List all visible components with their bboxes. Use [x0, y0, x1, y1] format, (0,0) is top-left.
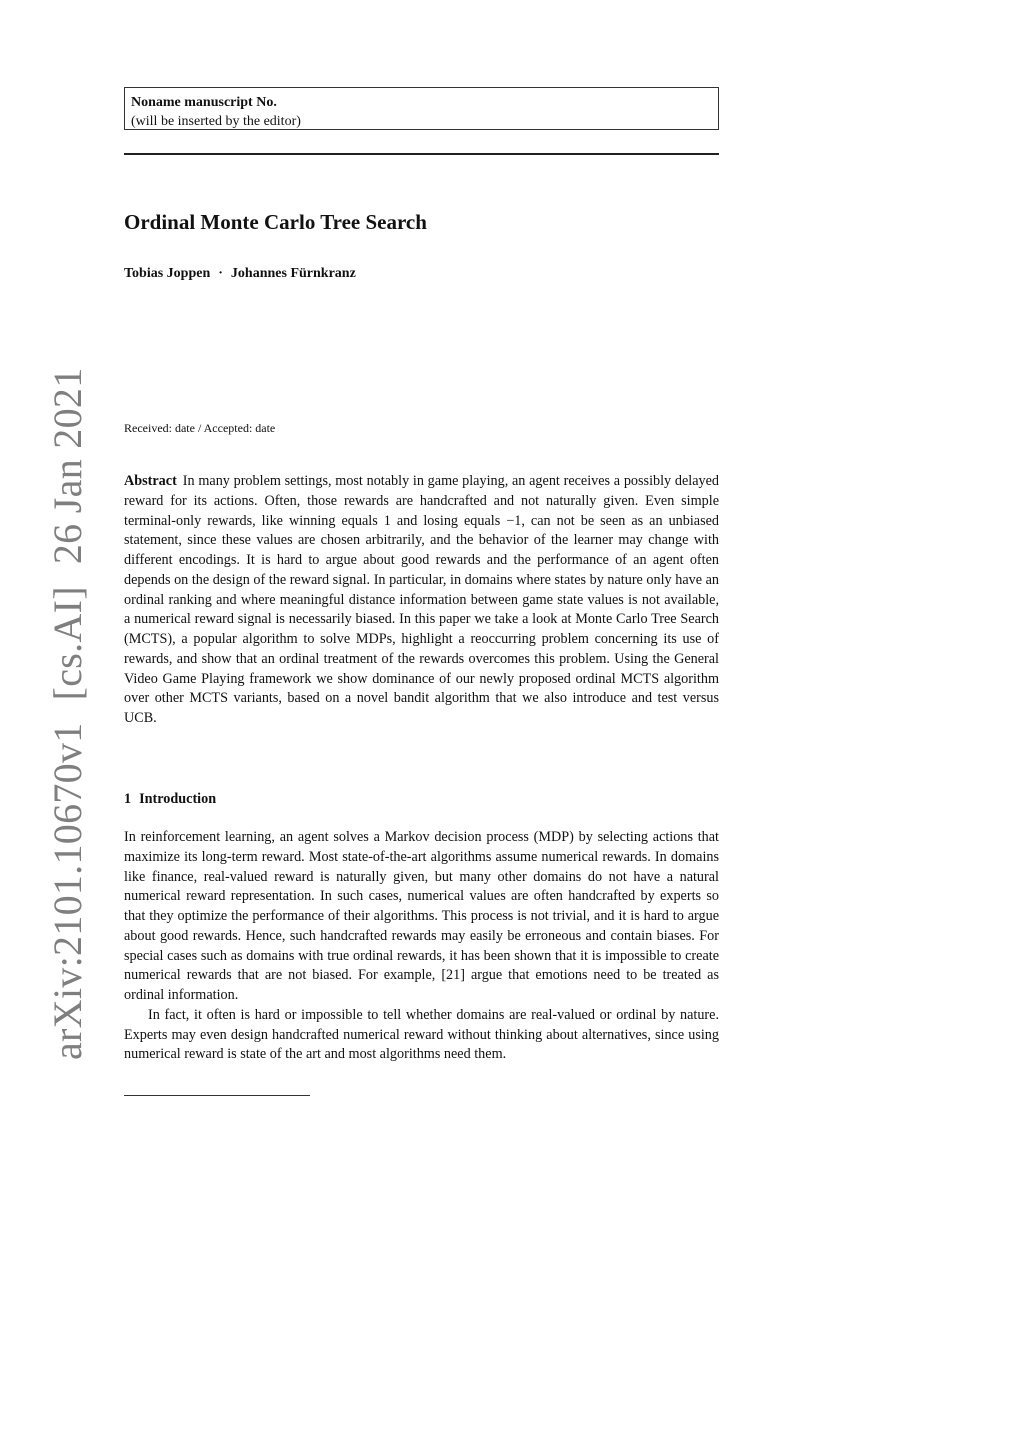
abstract-label: Abstract — [124, 473, 177, 489]
arxiv-stamp — [45, 346, 90, 1061]
author-separator: · — [218, 266, 223, 281]
abstract-text: In many problem settings, most notably in game playing, an agent receives a possibly delayed reward for its actions. Often, those rewards are handcrafted and not naturally given. Even simple terminal-only rewards, like winning equals 1 and losing equals −1, can not be seen as an unbiased statement, since these values are chosen arbitrarily, and the behavior of the learner may change with different encodings. It is hard to argue about good rewards and the performance of an agent often depends on the design of the reward signal. In particular, in domains where states by nature only have an ordinal ranking and where meaningful distance information between game state values is not available, a numerical reward signal is necessarily biased. In this paper we take a look at Monte Carlo Tree Search (MCTS), a popular algorithm to solve MDPs, highlight a reoccurring problem concerning its use of rewards, and show that an ordinal treatment of the rewards overcomes this problem. Using the General Video Game Playing framework we show dominance of our newly proposed ordinal MCTS algorithm over other MCTS variants, based on a novel bandit algorithm that we also introduce and test versus UCB. — [124, 473, 719, 726]
arxiv-date: 26 Jan 2021 — [45, 367, 90, 565]
header-rule — [124, 153, 719, 155]
section-title: Introduction — [139, 791, 217, 807]
received-accepted-dates: Received: date / Accepted: date — [124, 421, 276, 435]
arxiv-id: arXiv:2101.10670v1 — [45, 722, 90, 1060]
introduction-body — [124, 828, 719, 1065]
author-name: Johannes Fürnkranz — [230, 266, 356, 281]
manuscript-number-box — [124, 87, 719, 130]
author-name: Tobias Joppen — [124, 266, 211, 281]
section-number: 1 — [124, 791, 132, 807]
arxiv-category: [cs.AI] — [45, 586, 90, 701]
abstract — [124, 472, 719, 729]
paragraph: In fact, it often is hard or impossible to tell whether domains are real-valued or ordinal by nature. Experts may even design handcrafted numerical reward without thinking about alternatives, since using numerical reward is state of the art and most algorithms need them. — [124, 1006, 719, 1063]
footnote-rule — [124, 1095, 310, 1096]
manuscript-editor-note: (will be inserted by the editor) — [131, 114, 301, 129]
paper-title: Ordinal Monte Carlo Tree Search — [124, 210, 427, 234]
paragraph: In reinforcement learning, an agent solves a Markov decision process (MDP) by selecting actions that maximize its long-term reward. Most state-of-the-art algorithms assume numerical rewards. In domains like finance, real-valued reward is naturally given, but many other domains do not have a natural numerical reward representation. In such cases, numerical values are often handcrafted by experts so that they optimize the performance of their algorithms. This process is not trivial, and it is hard to argue about good rewards. Hence, such handcrafted rewards may easily be erroneous and contain biases. For special cases such as domains with true ordinal rewards, it has been shown that it is impossible to create numerical rewards that are not biased. For example, [21] argue that emotions need to be treated as ordinal information. — [124, 829, 719, 1003]
section-heading — [124, 789, 216, 809]
manuscript-number-label: Noname manuscript No. — [131, 95, 277, 110]
author-list — [124, 264, 356, 284]
